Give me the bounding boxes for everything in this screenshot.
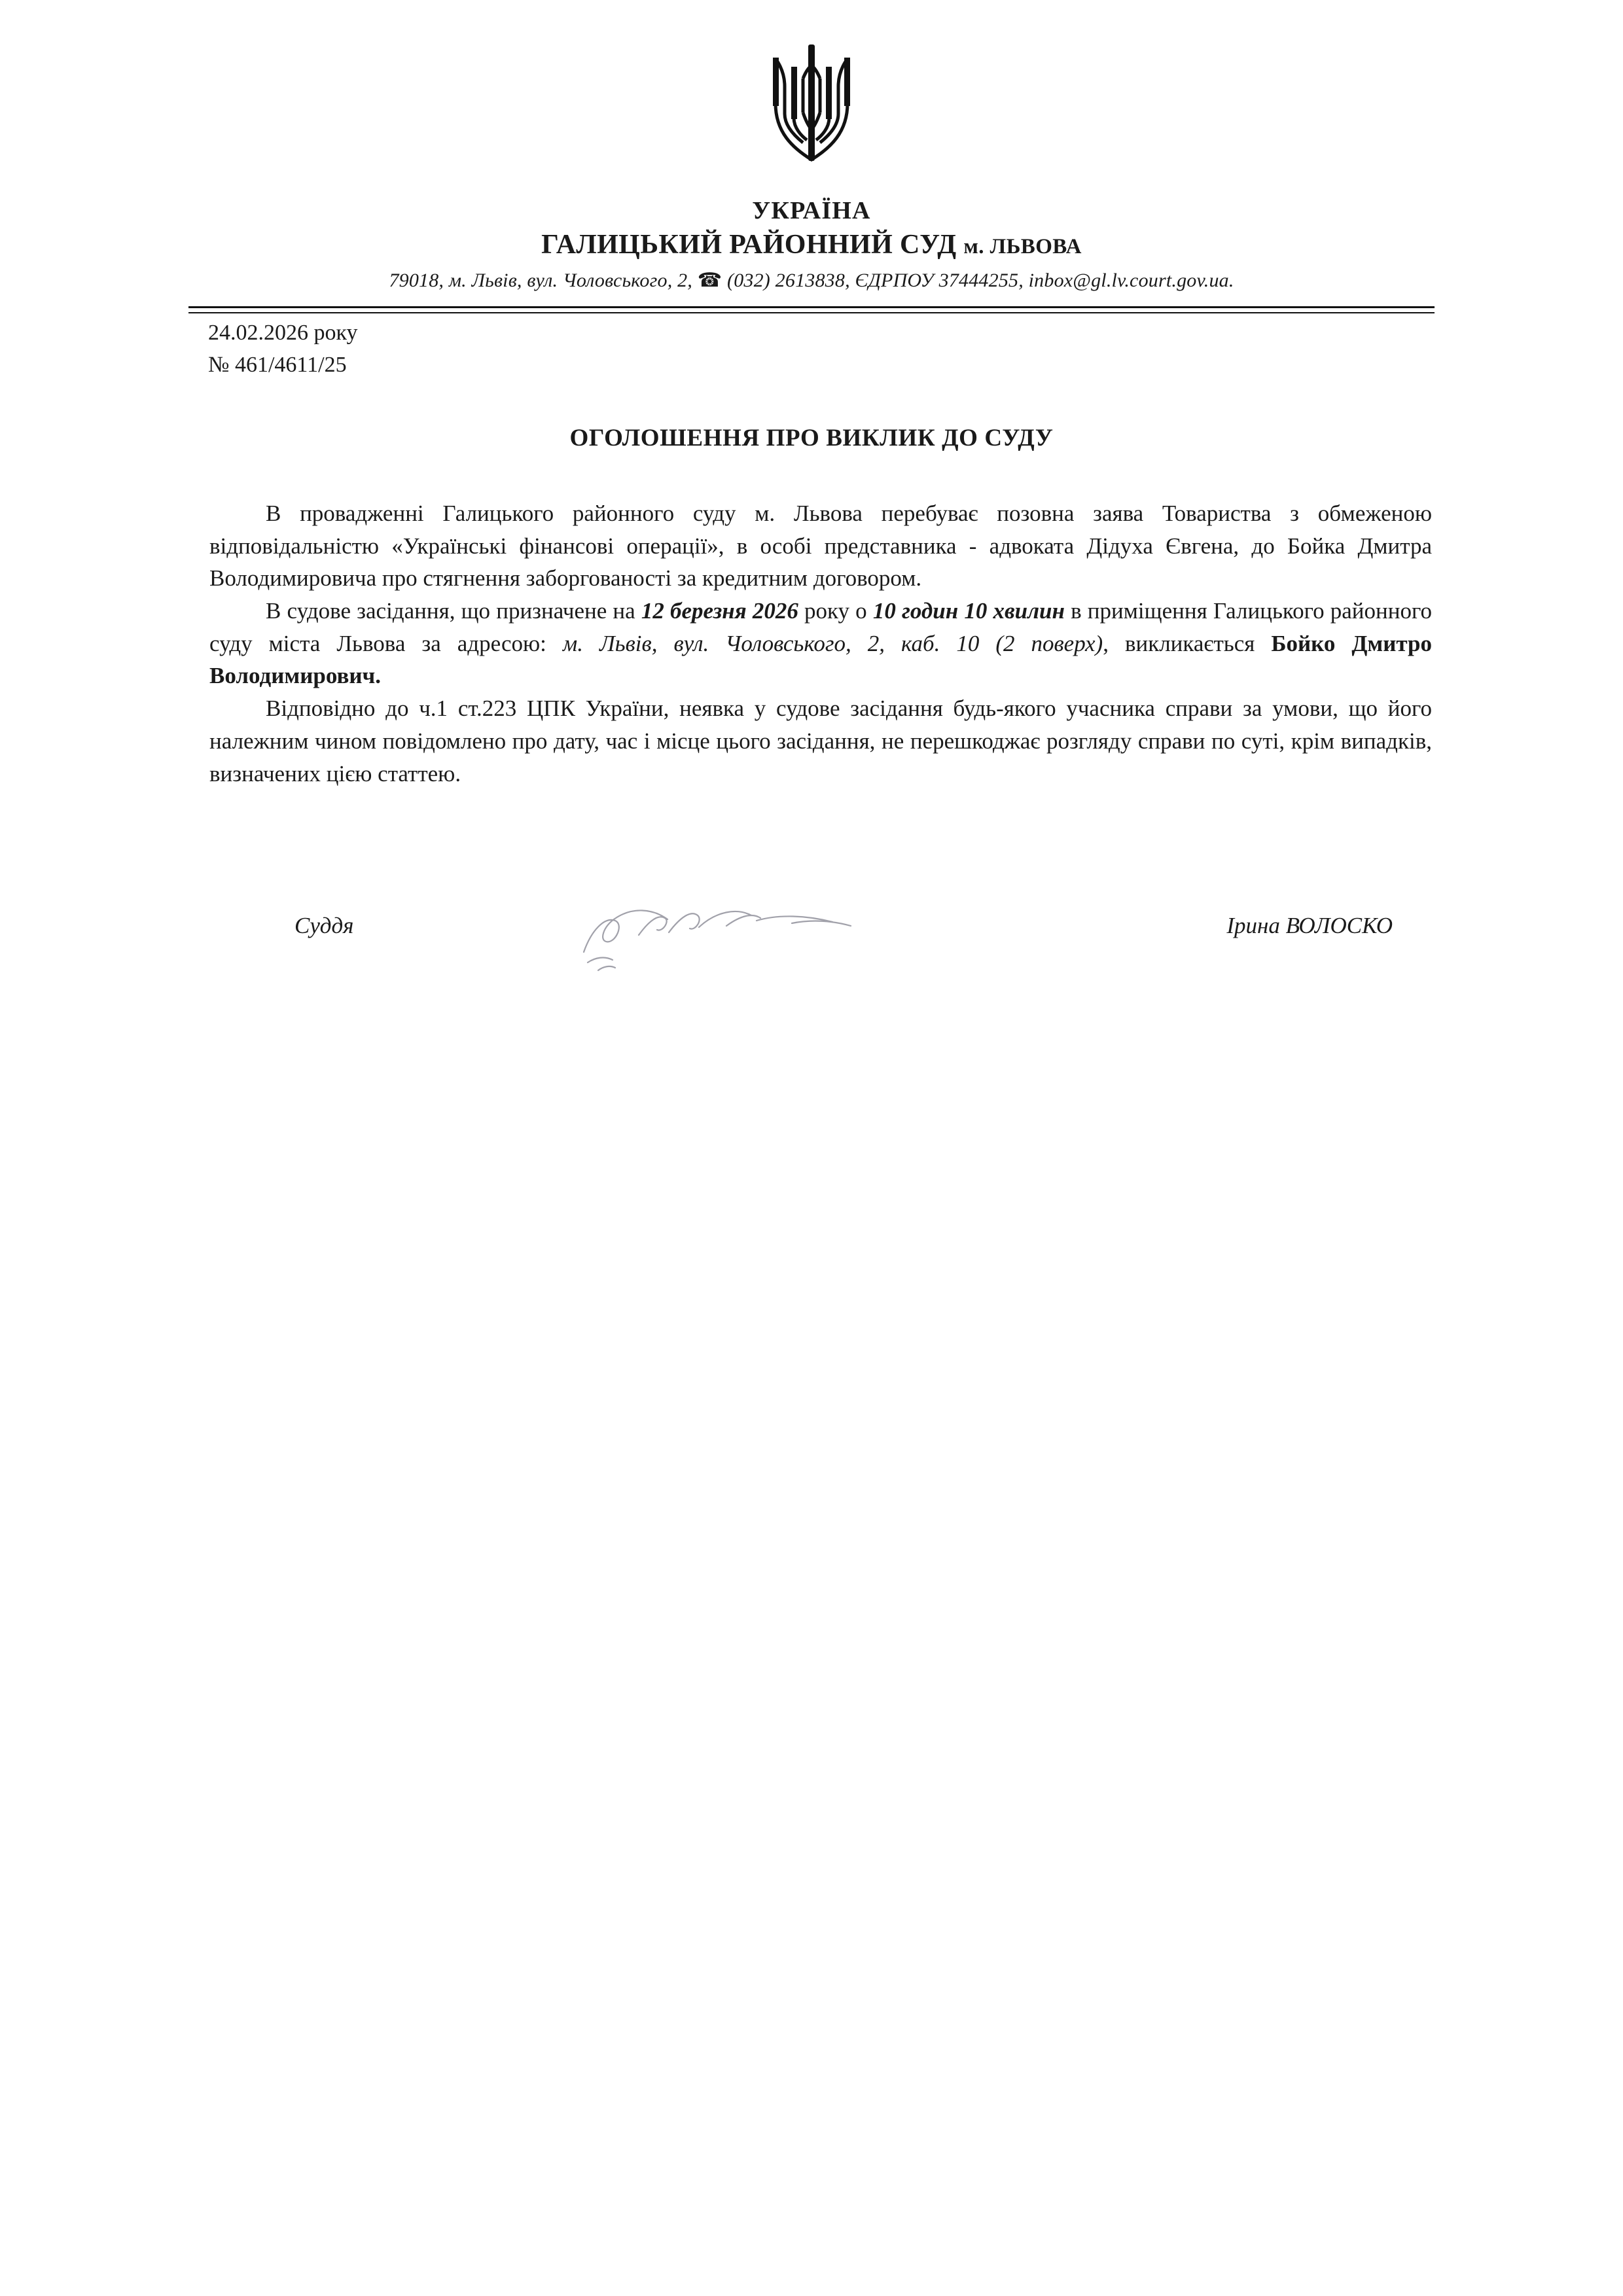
court-city: м. ЛЬВОВА: [963, 234, 1082, 258]
emblem-container: [0, 41, 1623, 168]
court-name-main: ГАЛИЦЬКИЙ РАЙОННИЙ СУД: [541, 229, 957, 260]
page-title: ОГОЛОШЕННЯ ПРО ВИКЛИК ДО СУДУ: [569, 425, 1054, 451]
court-address: 79018, м. Львів, вул. Чоловського, 2,: [389, 270, 693, 292]
document-meta: [208, 317, 358, 381]
summoned-person: Бойко Дмитро Володимирович.: [209, 630, 1432, 689]
paragraph-3: [209, 692, 1432, 790]
contact-line: [0, 269, 1623, 292]
court-email: inbox@gl.lv.court.gov.ua.: [1028, 270, 1234, 292]
paragraph-2: [209, 595, 1432, 692]
header-divider-bottom: [188, 312, 1435, 313]
court-edrpou: ЄДРПОУ 37444255,: [855, 270, 1024, 292]
country-name: УКРАЇНА: [752, 197, 871, 224]
header-divider-top: [188, 306, 1435, 308]
hearing-date: 12 березня 2026: [641, 598, 798, 624]
ukraine-trident-coat-of-arms-icon: [762, 41, 861, 165]
paragraph-2-mid: року о: [798, 598, 873, 624]
court-name: [0, 228, 1623, 261]
paragraph-2-tail: , викликається: [1103, 630, 1272, 656]
paragraph-1-text: В провадженні Галицького районного суду м. Львова перебуває позовна заява Товариства з обмеженою відповідальністю «Українські фінансові операції», в особі представника - адвоката Дідуха Євгена, до Бойка Дмитра Володимировича про стягнення заборгованості за кредитним договором.: [209, 501, 1432, 592]
paragraph-3-text: Відповідно до ч.1 ст.223 ЦПК України, неявка у судове засідання будь-якого учасника справи за умови, що його належним чином повідомлено про дату, час і місце цього засідання, не перешкоджає розгляду справи по суті, крім випадків, визначених цією статтею.: [209, 696, 1432, 786]
signature-role: Суддя: [294, 913, 354, 938]
signature-name: Ірина ВОЛОСКО: [1226, 913, 1393, 938]
document-number: № 461/4611/25: [208, 353, 347, 378]
document-body: [209, 497, 1432, 790]
hearing-address: м. Львів, вул. Чоловського, 2, каб. 10 (2 поверх): [562, 630, 1103, 656]
paragraph-2-lead: В судове засідання, що призначене на: [266, 598, 641, 624]
phone-icon: ☎: [697, 270, 722, 292]
paragraph-1: [209, 497, 1432, 595]
court-phone: (032) 2613838,: [727, 270, 850, 292]
letterhead: [0, 196, 1623, 292]
document-date: 24.02.2026 року: [208, 321, 358, 345]
handwritten-signature-icon: [576, 889, 942, 987]
hearing-time: 10 годин 10 хвилин: [872, 598, 1065, 624]
signature-row: [209, 913, 1432, 991]
paragraph-2-cont: в приміщення Галицького районного суду міста Львова за адресою:: [209, 598, 1432, 656]
